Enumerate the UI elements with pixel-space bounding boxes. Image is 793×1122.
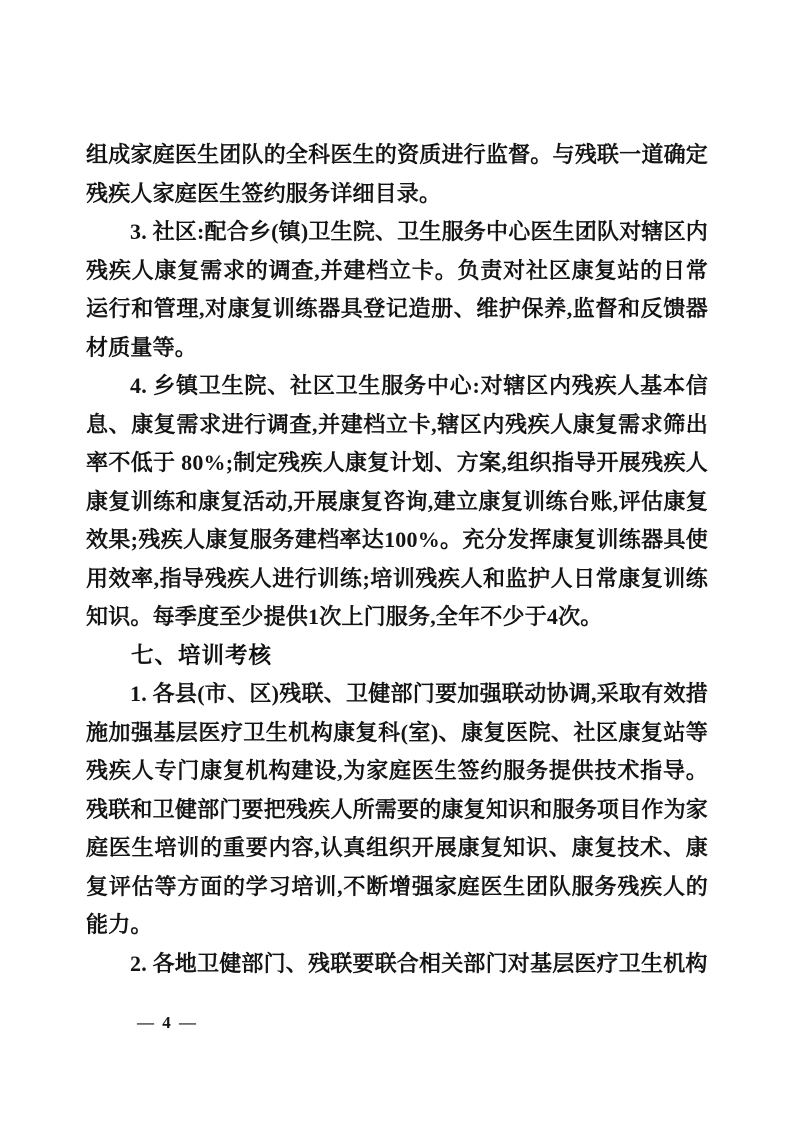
paragraph-item-4: 4. 乡镇卫生院、社区卫生服务中心:对辖区内残疾人基本信息、康复需求进行调查,并建档立卡,辖区内残疾人康复需求筛出率不低于 80%;制定残疾人康复计划、方案,组织指导开展残疾人康复训练和康复活动,开展康复咨询,建立康复训练台账,评估康复效果;残疾人康复服务建档率达100%。充分发挥康复训练器具使用效率,指导残疾人进行训练;培训残疾人和监护人日常康复训练知识。每季度至少提供1次上门服务,全年不少于4次。 — [86, 373, 708, 629]
paragraph-item-2: 2. 各地卫健部门、残联要联合相关部门对基层医疗卫生机构 — [130, 950, 708, 976]
paragraph-item-3: 3. 社区:配合乡(镇)卫生院、卫生服务中心医生团队对辖区内残疾人康复需求的调查,并建档立卡。负责对社区康复站的日常运行和管理,对康复训练器具登记造册、维护保养,监督和反馈器材质量等。 — [86, 219, 708, 360]
page-number: — 4 — — [137, 1013, 198, 1032]
document-body — [86, 136, 708, 983]
paragraph-item-1: 1. 各县(市、区)残联、卫健部门要加强联动协调,采取有效措施加强基层医疗卫生机构康复科(室)、康复医院、社区康复站等残疾人专门康复机构建设,为家庭医生签约服务提供技术指导。残联和卫健部门要把残疾人所需要的康复知识和服务项目作为家庭医生培训的重要内容,认真组织开展康复知识、康复技术、康复评估等方面的学习培训,不断增强家庭医生团队服务残疾人的能力。 — [86, 681, 708, 937]
paragraph-continuation: 组成家庭医生团队的全科医生的资质进行监督。与残联一道确定残疾人家庭医生签约服务详细目录。 — [86, 142, 708, 206]
section-heading-training-assessment: 七、培训考核 — [131, 642, 273, 668]
